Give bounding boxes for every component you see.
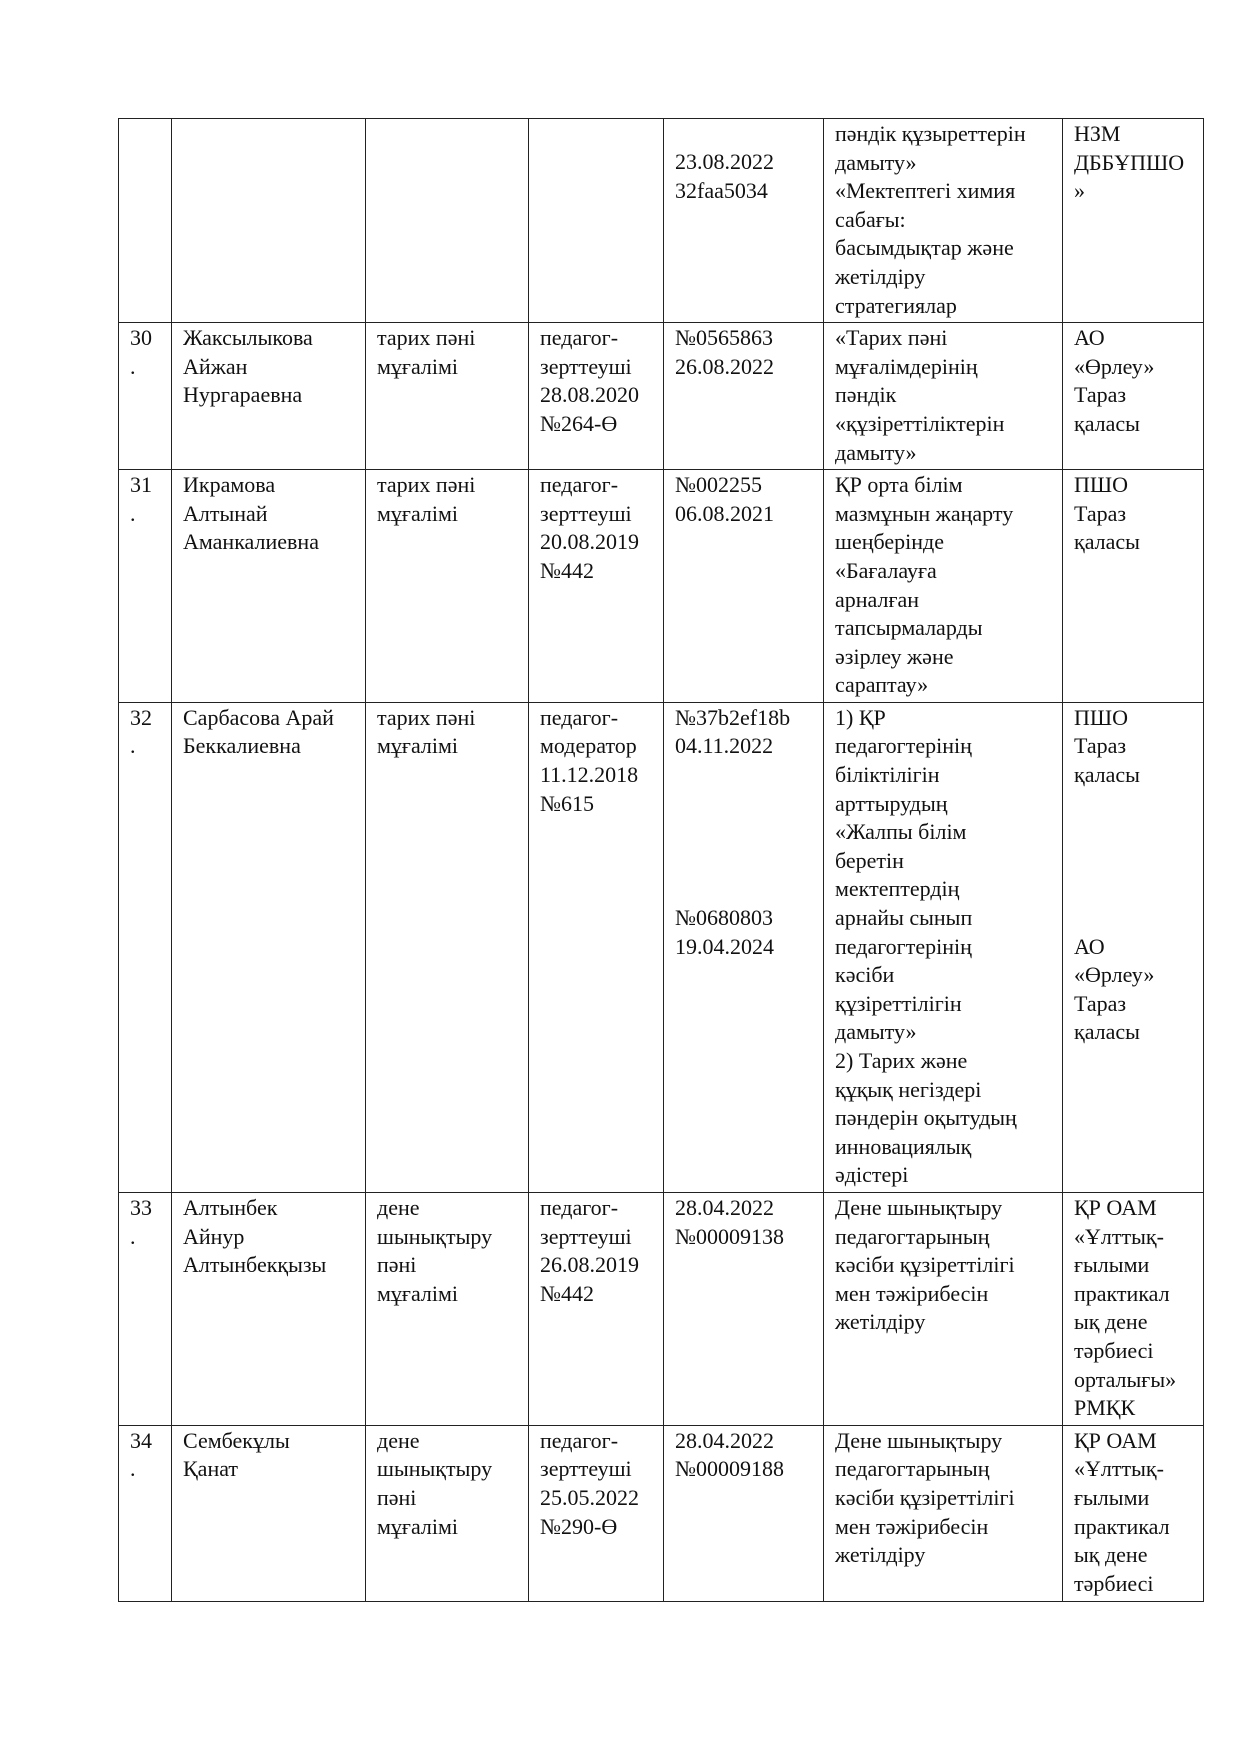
cell-line: ық дене [1074,1309,1148,1335]
cell-line: ҚР ОАМ [1074,1427,1157,1453]
cell-line: » [1074,178,1085,204]
cell-line: шынықтыру [377,1223,493,1249]
cell-line: Қанат [183,1456,239,1482]
cell-line: Дене шынықтыру [835,1427,1003,1453]
certificate-cell [664,1425,824,1601]
table-row [119,1192,1204,1425]
certificate-cell [664,1192,824,1425]
cell-line: 26.08.2022 [675,353,774,379]
cell-line: кәсіби құзіреттілігі [835,1484,1015,1510]
cell-line: тарих пәні [377,325,476,351]
course-title-cell [824,470,1063,703]
cell-line: ғылыми [1074,1252,1150,1278]
cell-line: Тараз [1074,382,1127,408]
cell-line: практикал [1074,1280,1170,1306]
cell-line: құзіреттілігін [835,990,962,1016]
cell-line: «Ұлттық- [1074,1456,1164,1482]
qualification-category-cell [529,702,664,1192]
cell-line: біліктілігін [835,762,940,788]
training-organization-cell [1063,470,1204,703]
cell-line: НЗМ [1074,121,1121,146]
cell-line: мазмұнын жаңарту [835,500,1014,526]
cell-spacer [675,761,815,904]
cell-line: құқық негіздері [835,1076,982,1102]
cell-line: мен тәжірибесін [835,1513,989,1539]
cell-line: мұғалімі [377,353,459,379]
teacher-name-cell [172,119,366,323]
cell-line: пәні [377,1252,417,1278]
table-row [119,323,1204,470]
cell-line: мұғалімі [377,1513,459,1539]
cell-line: басымдықтар және [835,235,1014,261]
cell-line: педагог- [540,472,619,498]
cell-line: Сембекұлы [183,1427,290,1453]
cell-line: ПШО [1074,704,1128,730]
cell-line: 31 [130,472,152,498]
cell-line: . [130,500,136,526]
cell-line: «Мектептегі химия [835,178,1016,204]
cell-line: педагогтерінің [835,933,972,959]
cell-line: Жаксылыкова [183,325,313,351]
cell-line: 23.08.2022 [675,149,774,174]
cell-line: арнайы сынып [835,905,973,931]
course-title-cell [824,1425,1063,1601]
cell-line: «Тарих пәні [835,325,948,351]
position-cell [366,1192,529,1425]
cell-line: №00009138 [675,1223,784,1249]
cell-line: педагогтарының [835,1456,990,1482]
cell-line: «Өрлеу» [1074,962,1155,988]
teachers-qualification-table [118,118,1204,1602]
cell-line: тәрбиесі [1074,1337,1154,1363]
cell-line: №615 [540,790,594,816]
cell-line: №442 [540,1280,594,1306]
cell-line: №002255 [675,472,762,498]
cell-line: мектептердің [835,876,960,902]
cell-line: дамыту» [835,1019,917,1045]
cell-line: . [130,1456,136,1482]
certificate-cell [664,470,824,703]
teacher-name-cell [172,1192,366,1425]
cell-line: «Бағалауға [835,557,937,583]
qualification-category-cell [529,1425,664,1601]
cell-line: Сарбасова Арай [183,704,334,730]
cell-line: жетілдіру [835,263,926,289]
cell-line: 30 [130,325,152,351]
cell-line: 28.08.2020 [540,382,639,408]
cell-line: №0565863 [675,325,773,351]
cell-line: арттырудың [835,790,948,816]
cell-line: зерттеуші [540,1456,632,1482]
cell-line: жетілдіру [835,1309,926,1335]
cell-line: 28.04.2022 [675,1427,774,1453]
cell-line: РМҚК [1074,1395,1136,1421]
table-row [119,470,1204,703]
cell-line: . [130,1223,136,1249]
cell-line: Айжан [183,353,248,379]
position-cell [366,119,529,323]
cell-line: ДББҰПШО [1074,149,1185,175]
cell-line: мұғалімі [377,500,459,526]
row-number-cell [119,470,172,703]
cell-line: ҚР ОАМ [1074,1194,1157,1220]
certificate-cell [664,702,824,1192]
cell-line: зерттеуші [540,500,632,526]
cell-line: инновациялық [835,1133,972,1159]
cell-line: тарих пәні [377,472,476,498]
position-cell [366,702,529,1192]
cell-line: №290-Ө [540,1513,618,1539]
cell-line: 1) ҚР [835,704,886,730]
certificate-cell [664,119,824,323]
cell-line: Аманкалиевна [183,529,319,555]
cell-line: «Ұлттық- [1074,1223,1164,1249]
cell-line: 19.04.2024 [675,933,774,959]
cell-line: қаласы [1074,762,1140,788]
cell-line: шынықтыру [377,1456,493,1482]
cell-line: қаласы [1074,410,1140,436]
cell-line: мұғалімі [377,1280,459,1306]
cell-line: Тараз [1074,733,1127,759]
cell-line: педагог- [540,1427,619,1453]
cell-line: АО [1074,933,1105,959]
cell-line: сараптау» [835,672,929,698]
table-row [119,119,1204,323]
cell-line: дамыту» [835,149,917,175]
qualification-category-cell [529,119,664,323]
training-organization-cell [1063,1425,1204,1601]
cell-line: қаласы [1074,1019,1140,1045]
cell-line: модератор [540,733,637,759]
cell-line: 11.12.2018 [540,762,639,788]
cell-line: кәсіби құзіреттілігі [835,1252,1015,1278]
cell-line: тапсырмаларды [835,615,983,641]
training-organization-cell [1063,119,1204,323]
cell-line: 32faa5034 [675,177,768,203]
position-cell [366,470,529,703]
cell-line: Алтынбекқызы [183,1252,327,1278]
cell-line: зерттеуші [540,1223,632,1249]
cell-line: әдістері [835,1162,909,1188]
cell-line: 34 [130,1427,152,1453]
cell-line: ғылыми [1074,1484,1150,1510]
table-row [119,702,1204,1192]
cell-line: мұғалімі [377,733,459,759]
row-number-cell [119,1192,172,1425]
cell-line: шеңберінде [835,529,944,555]
cell-line: сабағы: [835,206,906,232]
cell-line: 06.08.2021 [675,500,774,526]
cell-line: Дене шынықтыру [835,1194,1003,1220]
cell-line: ық дене [1074,1542,1148,1568]
cell-line: әзірлеу және [835,643,954,669]
cell-line: пәндік құзыреттерін [835,121,1026,146]
cell-line: Беккалиевна [183,733,301,759]
course-title-cell [824,702,1063,1192]
cell-line: Тараз [1074,990,1127,1016]
cell-line: ПШО [1074,472,1128,498]
row-number-cell [119,702,172,1192]
cell-line: орталығы» [1074,1366,1177,1392]
cell-line: «құзіреттіліктерін [835,410,1005,436]
cell-line: тарих пәні [377,704,476,730]
cell-line: беретін [835,847,904,873]
cell-line: арналған [835,586,920,612]
cell-line: мен тәжірибесін [835,1280,989,1306]
cell-line: пәндерін оқытудың [835,1105,1017,1131]
cell-line: пәні [377,1484,417,1510]
position-cell [366,1425,529,1601]
cell-line: 32 [130,704,152,730]
cell-line: тәрбиесі [1074,1570,1154,1596]
cell-line: педагогтерінің [835,733,972,759]
cell-line: 2) Тарих және [835,1048,968,1073]
cell-line: қаласы [1074,529,1140,555]
cell-line: «Жалпы білім [835,819,967,845]
cell-line: Айнур [183,1223,245,1249]
cell-line: педагог- [540,1194,619,1220]
course-title-cell [824,323,1063,470]
teacher-name-cell [172,702,366,1192]
cell-line: педагогтарының [835,1223,990,1249]
cell-line: дене [377,1427,420,1453]
row-number-cell [119,323,172,470]
training-organization-cell [1063,702,1204,1192]
cell-line: кәсіби [835,962,895,988]
cell-line: . [130,733,136,759]
cell-line: . [130,353,136,379]
cell-line: №37b2ef18b [675,704,791,730]
cell-line: жетілдіру [835,1542,926,1568]
cell-line: зерттеуші [540,353,632,379]
training-organization-cell [1063,323,1204,470]
qualification-category-cell [529,470,664,703]
cell-line: 26.08.2019 [540,1252,639,1278]
cell-line: АО [1074,325,1105,351]
cell-line: дамыту» [835,439,917,465]
cell-line: Икрамова [183,472,276,498]
cell-line: 20.08.2019 [540,529,639,555]
position-cell [366,323,529,470]
cell-line: дене [377,1194,420,1220]
cell-line: Алтынай [183,500,268,526]
cell-line: педагог- [540,704,619,730]
cell-line: Тараз [1074,500,1127,526]
cell-line: №442 [540,557,594,583]
row-number-cell [119,119,172,323]
cell-line: мұғалімдерінің [835,353,978,379]
row-number-cell [119,1425,172,1601]
qualification-category-cell [529,323,664,470]
cell-line: №264-Ө [540,410,618,436]
cell-spacer [1074,790,1195,933]
cell-line: №0680803 [675,905,773,931]
course-title-cell [824,1192,1063,1425]
table-row [119,1425,1204,1601]
qualification-category-cell [529,1192,664,1425]
teacher-name-cell [172,323,366,470]
teacher-name-cell [172,470,366,703]
certificate-cell [664,323,824,470]
cell-line: стратегиялар [835,292,957,318]
cell-line: Алтынбек [183,1194,278,1220]
cell-line: №00009188 [675,1456,784,1482]
cell-line: 33 [130,1194,152,1220]
cell-line: ҚР орта білім [835,472,963,498]
course-title-cell [824,119,1063,323]
cell-line: педагог- [540,325,619,351]
teacher-name-cell [172,1425,366,1601]
cell-line: практикал [1074,1513,1170,1539]
cell-line: «Өрлеу» [1074,353,1155,379]
cell-line: 25.05.2022 [540,1484,639,1510]
cell-line: Нургараевна [183,382,303,408]
cell-line: 28.04.2022 [675,1194,774,1220]
training-organization-cell [1063,1192,1204,1425]
cell-line: 04.11.2022 [675,733,774,759]
cell-line: пәндік [835,382,897,408]
